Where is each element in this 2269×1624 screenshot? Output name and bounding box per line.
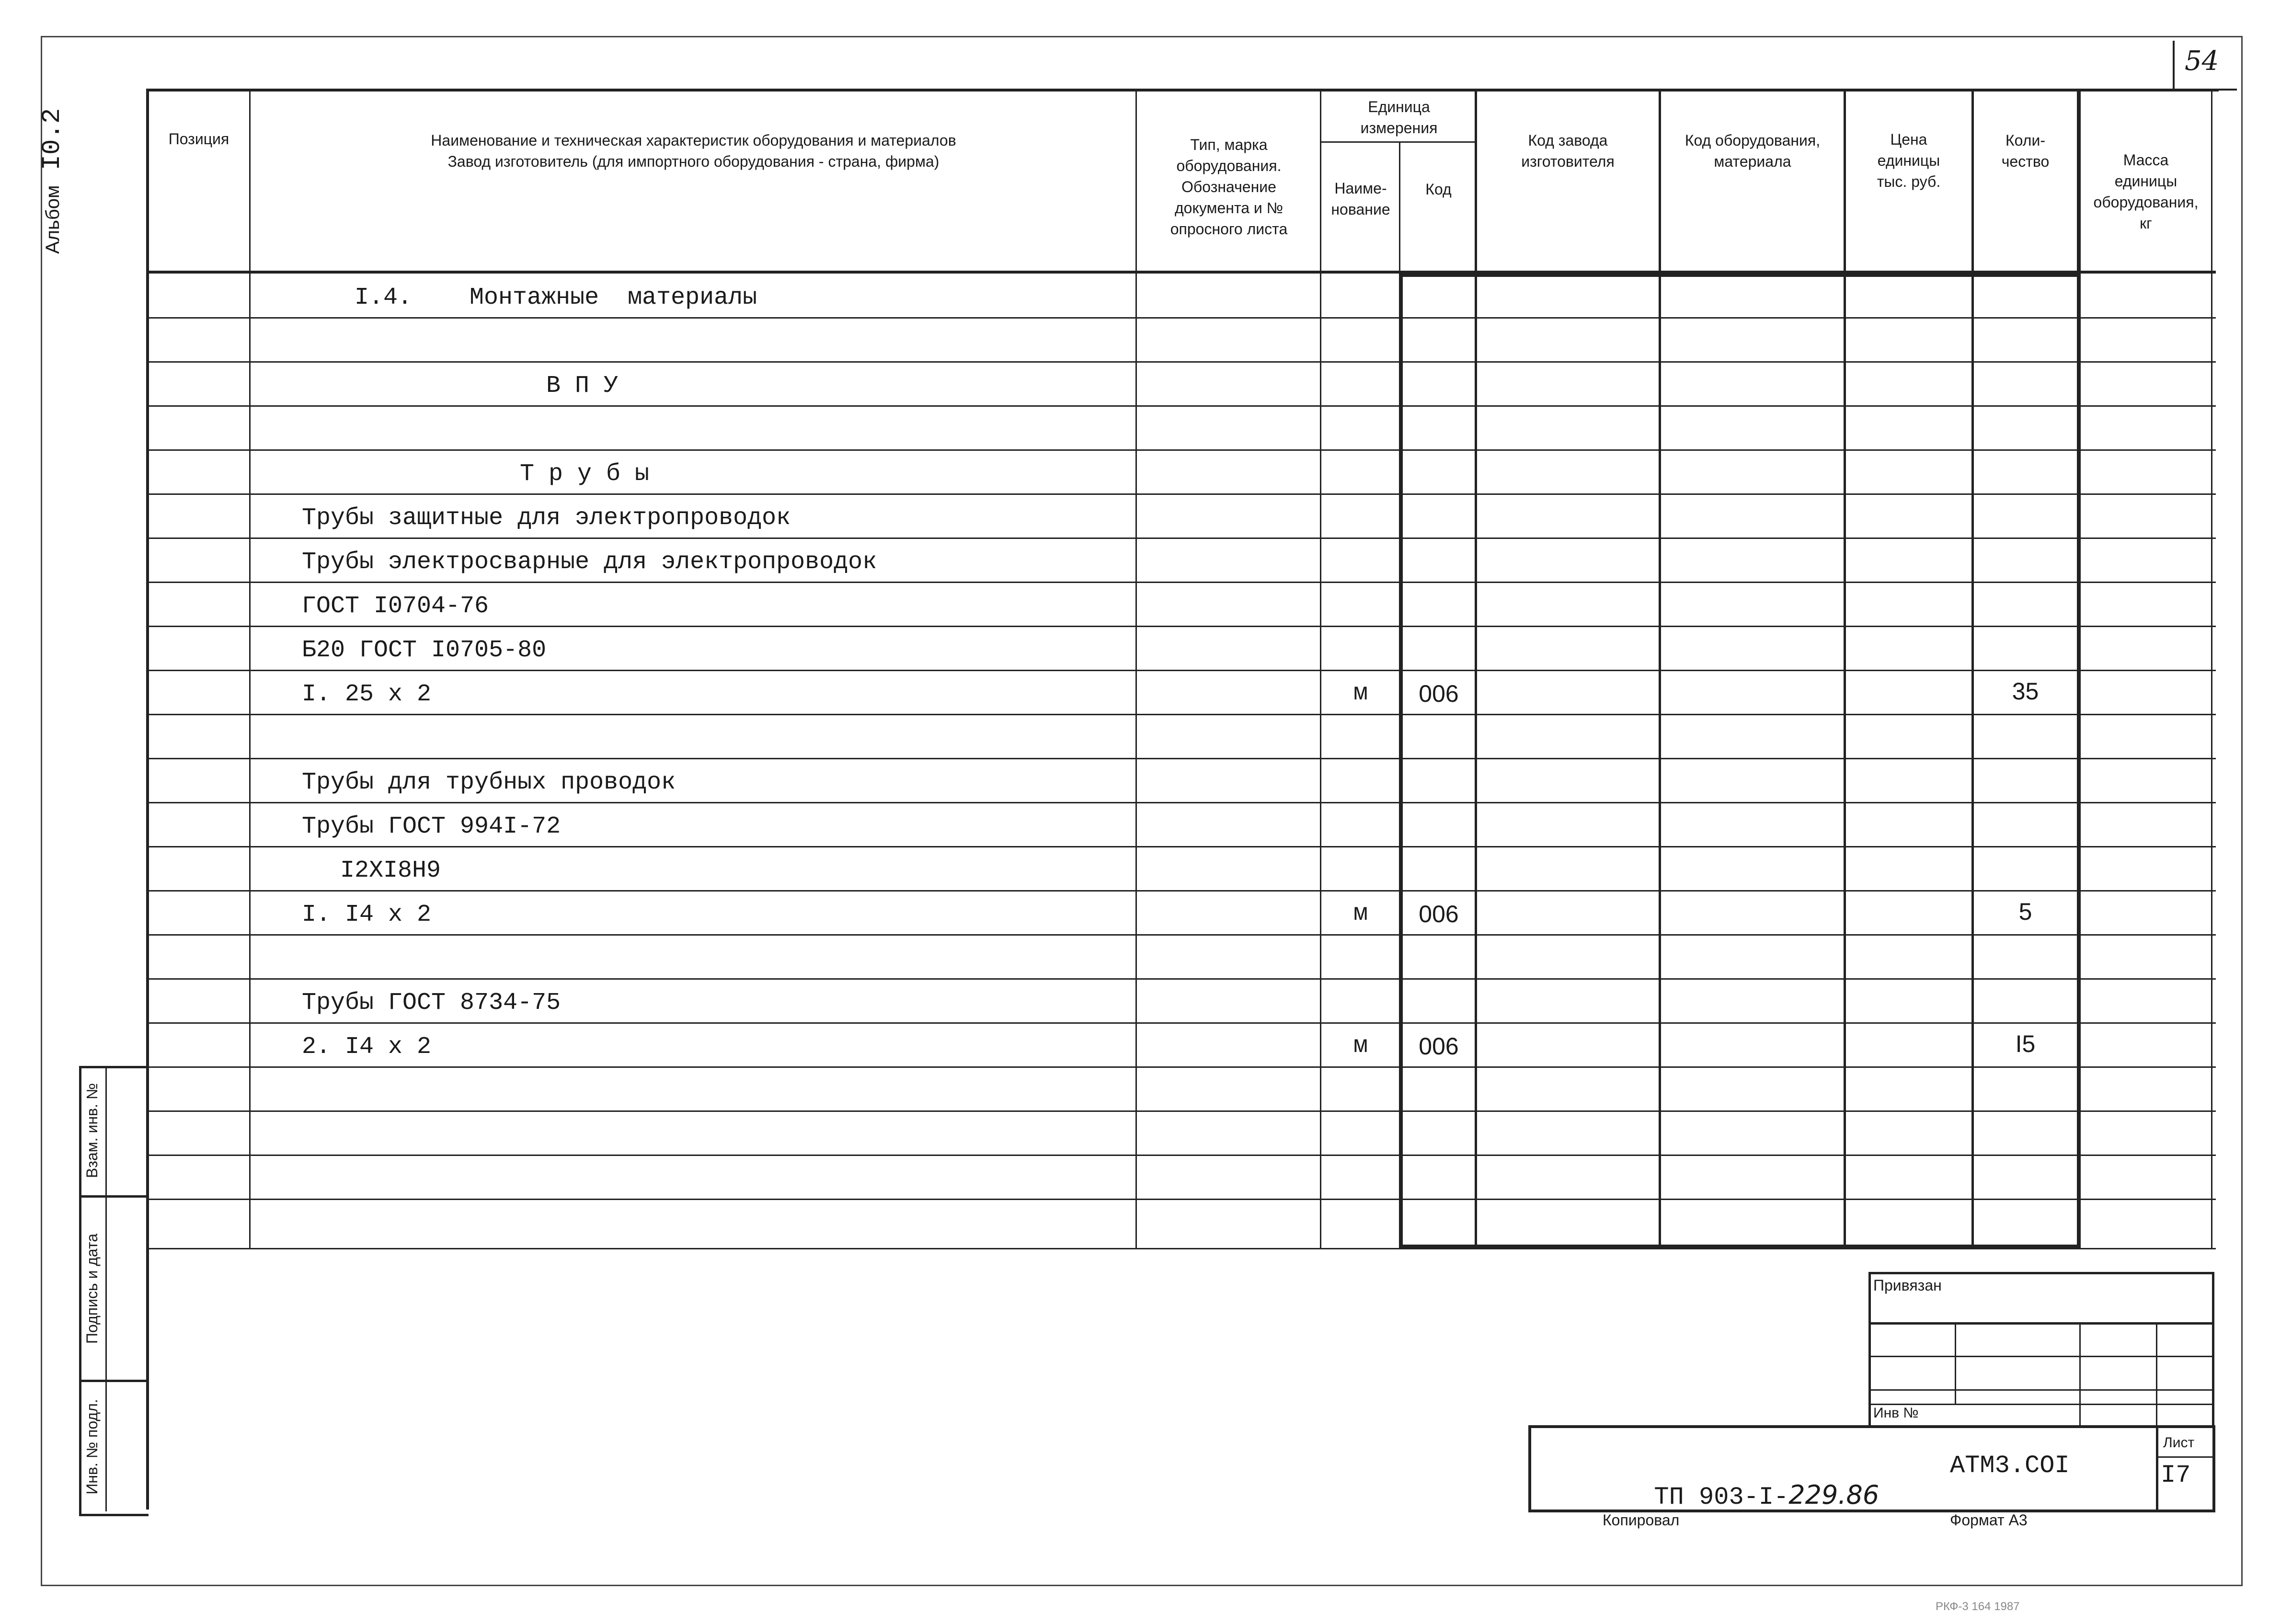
sheet-number: I7 [2161,1461,2191,1489]
row-line [146,978,2216,980]
col-line [1971,89,1974,1248]
row-name: Трубы защитные для электропроводок [302,504,791,532]
col-line [1844,89,1846,1248]
row-name: Б20 ГОСТ I0705-80 [302,637,547,664]
row-name: I. 25 х 2 [302,681,432,708]
side-stamp-inner-line [105,1066,107,1511]
col-header-unit-name: Наиме- нование [1331,180,1390,218]
inv-label: Инв № [1873,1405,1919,1421]
tb-line [2156,1456,2212,1458]
row-line [146,1199,2216,1200]
row-line [146,1066,2216,1068]
tb-line [1868,1404,2212,1405]
tb-line [1955,1322,1956,1404]
row-name: 2. I4 х 2 [302,1033,432,1061]
privyazan-label: Привязан [1873,1277,1942,1294]
row-line [146,626,2216,627]
tb-line [1868,1389,2212,1391]
row-line [146,1155,2216,1156]
stamp-inv-podl: Инв. № подл. [83,1399,101,1495]
row-code: 006 [1419,680,1459,707]
col-line [1135,89,1137,1248]
row-line [146,317,2216,319]
row-line [146,449,2216,451]
col-line [2211,89,2212,1248]
col-header-unit-code: Код [1425,181,1452,198]
row-unit: м [1353,680,1368,707]
row-qty: I5 [2015,1030,2036,1057]
unit-group-line [1320,141,1476,143]
col-header-equip-code: Код оборудования, материала [1685,132,1821,170]
stamp-vzam-inv: Взам. инв. № [83,1083,101,1178]
row-line [146,714,2216,715]
row-line [146,758,2216,759]
row-code: 006 [1419,901,1459,927]
col-line [1399,141,1400,273]
bottom-mark: РКФ-3 164 1987 [1936,1600,2020,1613]
col-line [1320,89,1321,1248]
tb-line [2156,1322,2157,1425]
box-top-line [1399,273,2079,277]
doc-number-hand: 229.86 [1788,1480,1879,1510]
tb-line [1868,1322,2212,1325]
row-line [146,1022,2216,1024]
format-label: Формат А3 [1950,1511,2028,1529]
row-name: Трубы для трубных проводок [302,769,676,796]
col-line [1399,273,1403,1248]
row-unit: м [1353,1032,1368,1060]
row-qty: 35 [2012,678,2039,705]
tb-line [2156,1425,2158,1510]
doc-number [1624,1452,1879,1511]
page-number: 54 [2185,46,2219,77]
row-line [146,890,2216,892]
doc-code: АТМ3.СОI [1950,1452,2070,1480]
row-line [146,802,2216,803]
album-label [34,110,72,254]
col-header-pos: Позиция [168,130,229,148]
row-line [146,582,2216,583]
row-qty: 5 [2018,898,2032,925]
album-value: I0.2 [38,108,67,171]
row-unit: м [1353,900,1368,927]
row-name: Т р у б ы [520,460,650,488]
col-line [1659,89,1661,1248]
row-line [146,493,2216,495]
col-line [249,89,251,1248]
side-stamp-divider [79,1380,146,1382]
row-name: I. I4 х 2 [302,901,432,928]
table-bottom-line [146,1248,2216,1249]
row-line [146,538,2216,539]
tb-line [1868,1356,2212,1357]
doc-number-typed: ТП 903-I- [1654,1483,1789,1511]
copied-label: Копировал [1603,1511,1680,1529]
row-name: Трубы ГОСТ 8734-75 [302,989,561,1017]
col-header-unit-group: Единица измерения [1360,98,1438,137]
col-header-qty: Коли- чество [2001,132,2050,170]
col-header-price: Цена единицы тыс. руб. [1877,131,1941,190]
sheet-label: Лист [2163,1435,2195,1451]
row-name: ГОСТ I0704-76 [302,593,489,620]
row-name: I2XI8H9 [340,857,441,884]
col-header-type: Тип, марка оборудования. Обозначение документа и № опросного листа [1170,136,1288,238]
stamp-signature-date: Подпись и дата [83,1233,101,1344]
row-line [146,670,2216,671]
row-line [146,361,2216,363]
col-header-factory-code: Код завода изготовителя [1521,132,1615,170]
col-header-mass: Масса единицы оборудования, кг [2093,151,2199,232]
row-line [146,846,2216,847]
row-name: В П У [546,372,619,400]
side-stamp-divider [79,1195,146,1198]
album-label-text: Альбом [42,185,63,254]
row-line [146,1110,2216,1112]
col-line [1475,89,1477,1248]
row-name: Трубы ГОСТ 994I-72 [302,813,561,840]
row-line [146,934,2216,936]
row-code: 006 [1419,1033,1459,1060]
col-line [2077,89,2081,1248]
row-name: I.4. Монтажные материалы [355,284,757,311]
tb-line [2079,1322,2081,1425]
col-header-name: Наименование и техническая характеристик оборудования и материалов Завод изготовитель (для импортного оборудования - страна, фирма) [431,132,956,170]
row-line [146,405,2216,407]
row-name: Трубы электросварные для электропроводок [302,549,877,576]
